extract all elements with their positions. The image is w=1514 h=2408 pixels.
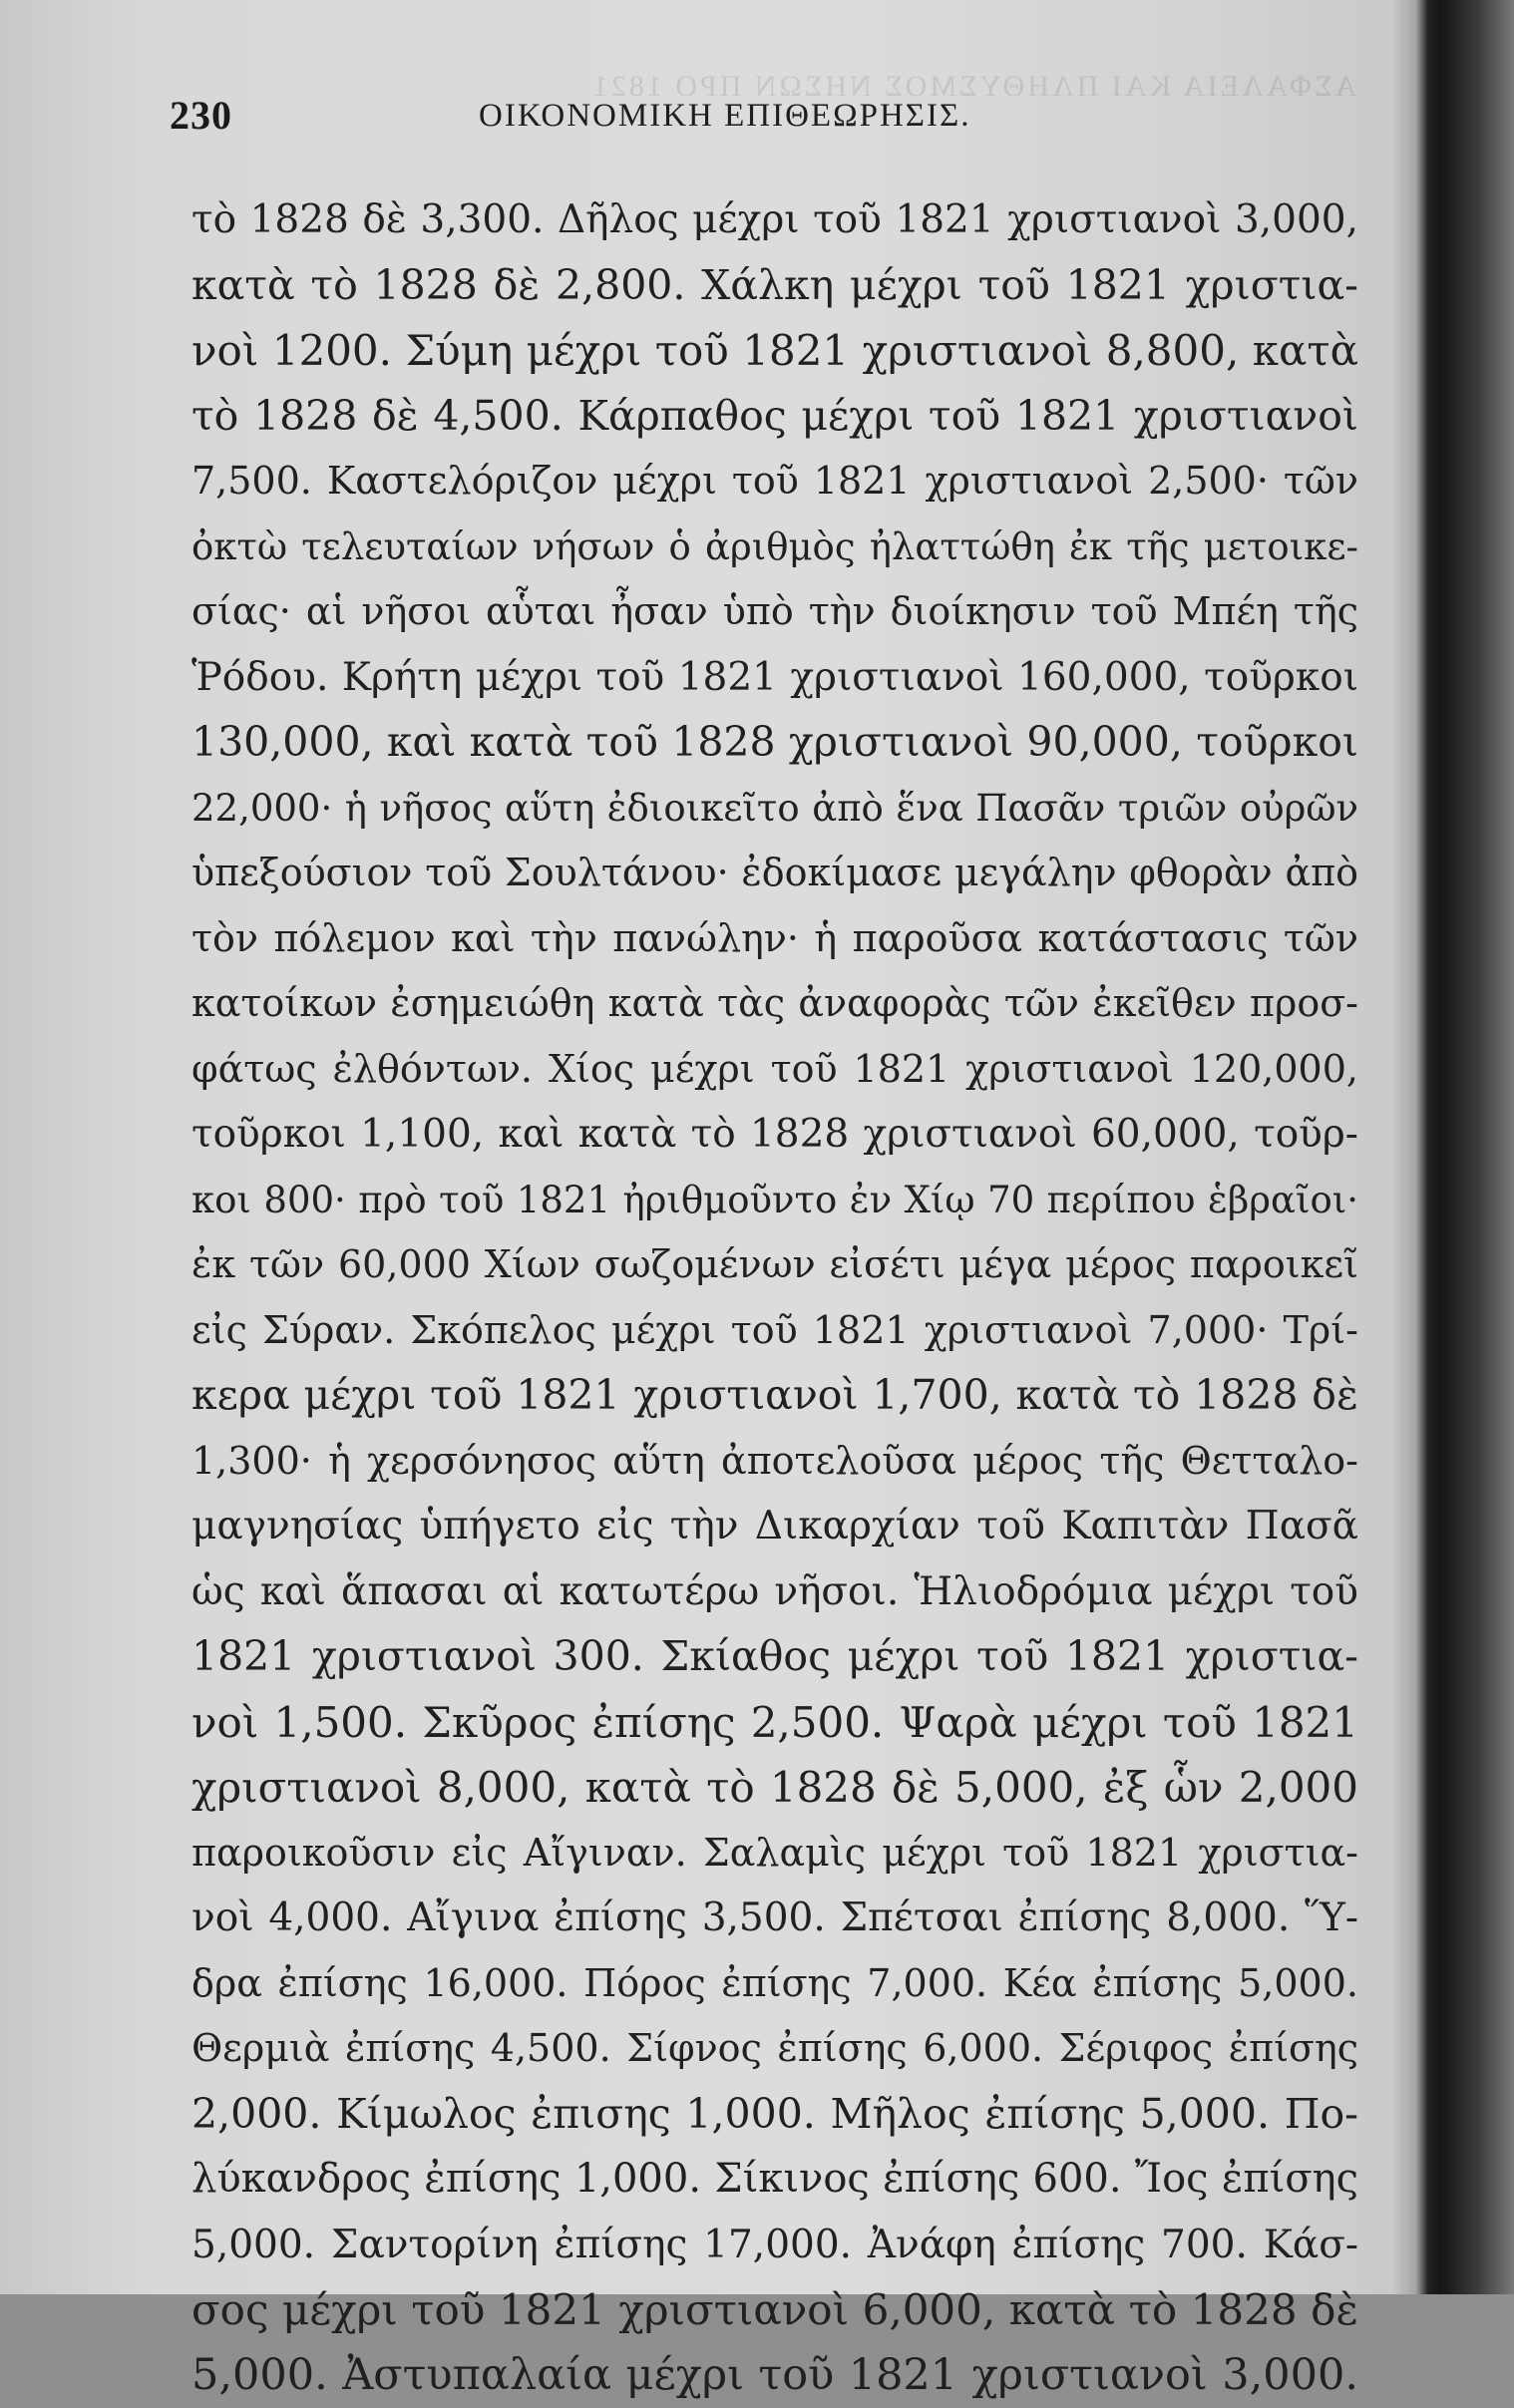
text-line: χριστιανοὶ 8,000, κατὰ τὸ 1828 δὲ 5,000, ἐξ ὧν 2,000 (191, 1755, 1358, 1821)
text-line: τοῦρκοι 1,100, καὶ κατὰ τὸ 1828 χριστιανοὶ 60,000, τοῦρ- (191, 1102, 1358, 1168)
text-line: κοι 800· πρὸ τοῦ 1821 ἠριθμοῦντο ἐν Χίῳ 70 περίπου ἑβραῖοι· (191, 1168, 1358, 1233)
text-line: Ῥόδου. Κρήτη μέχρι τοῦ 1821 χριστιανοὶ 160,000, τοῦρκοι (191, 645, 1358, 711)
text-line: 130,000, καὶ κατὰ τοῦ 1828 χριστιανοὶ 90,000, τοῦρκοι (191, 710, 1358, 776)
text-line: κατοίκων ἐσημειώθη κατὰ τὰς ἀναφορὰς τῶν ἐκεῖθεν προσ- (191, 971, 1358, 1037)
body-text (191, 187, 1358, 2408)
text-line: κατὰ τὸ 1828 δὲ 2,800. Χάλκη μέχρι τοῦ 1821 χριστια- (191, 253, 1358, 319)
text-line: παροικοῦσιν εἰς Αἴγιναν. Σαλαμὶς μέχρι τοῦ 1821 χριστια- (191, 1821, 1358, 1887)
text-line: 5,000. Ἀστυπαλαία μέχρι τοῦ 1821 χριστιανοὶ 3,000. (191, 2343, 1358, 2408)
text-line: ὀκτὼ τελευταίων νήσων ὁ ἀριθμὸς ἠλαττώθη ἐκ τῆς μετοικε- (191, 515, 1358, 580)
text-line: νοὶ 4,000. Αἴγινα ἐπίσης 3,500. Σπέτσαι ἐπίσης 8,000. Ὕ- (191, 1886, 1358, 1951)
page-number: 230 (170, 92, 232, 139)
text-line: εἰς Σύραν. Σκόπελος μέχρι τοῦ 1821 χριστιανοὶ 7,000· Τρί- (191, 1298, 1358, 1364)
text-line: μαγνησίας ὑπήγετο εἰς τὴν Δικαρχίαν τοῦ Καπιτὰν Πασᾶ (191, 1494, 1358, 1559)
text-line: 1821 χριστιανοὶ 300. Σκίαθος μέχρι τοῦ 1821 χριστια- (191, 1624, 1358, 1690)
bleed-through-text: ΑΣΦΑΛΕΙΑ ΚΑΙ ΠΛΗΘΥΣΜΟΣ ΝΗΣΩΝ ΠΡΟ 1821 (279, 70, 1356, 120)
text-line: δρα ἐπίσης 16,000. Πόρος ἐπίσης 7,000. Κέα ἐπίσης 5,000. (191, 1951, 1358, 2017)
text-line: νοὶ 1200. Σύμη μέχρι τοῦ 1821 χριστιανοὶ 8,800, κατὰ (191, 318, 1358, 384)
text-line: ὑπεξούσιον τοῦ Σουλτάνου· ἐδοκίμασε μεγάλην φθορὰν ἀπὸ (191, 841, 1358, 906)
text-line: νοὶ 1,500. Σκῦρος ἐπίσης 2,500. Ψαρὰ μέχρι τοῦ 1821 (191, 1690, 1358, 1756)
text-line: λύκανδρος ἐπίσης 1,000. Σίκινος ἐπίσης 600. Ἴος ἐπίσης (191, 2147, 1358, 2213)
text-line: φάτως ἐλθόντων. Χίος μέχρι τοῦ 1821 χριστιανοὶ 120,000, (191, 1037, 1358, 1103)
text-line: τὸ 1828 δὲ 4,500. Κάρπαθος μέχρι τοῦ 1821 χριστιανοὶ (191, 384, 1358, 450)
text-line: τὸ 1828 δὲ 3,300. Δῆλος μέχρι τοῦ 1821 χριστιανοὶ 3,000, (191, 187, 1358, 253)
text-line: 22,000· ἡ νῆσος αὕτη ἐδιοικεῖτο ἀπὸ ἕνα Πασᾶν τριῶν οὐρῶν (191, 776, 1358, 842)
running-title: ΟΙΚΟΝΟΜΙΚΗ ΕΠΙΘΕΩΡΗΣΙΣ. (479, 98, 970, 135)
text-line: ἐκ τῶν 60,000 Χίων σωζομένων εἰσέτι μέγα μέρος παροικεῖ (191, 1232, 1358, 1298)
text-line: τὸν πόλεμον καὶ τὴν πανώλην· ἡ παροῦσα κατάστασις τῶν (191, 906, 1358, 972)
text-line: Θερμιὰ ἐπίσης 4,500. Σίφνος ἐπίσης 6,000. Σέριφος ἐπίσης (191, 2016, 1358, 2082)
text-line: 1,300· ἡ χερσόνησος αὕτη ἀποτελοῦσα μέρος τῆς Θετταλο- (191, 1429, 1358, 1495)
text-line: 2,000. Κίμωλος ἐπισης 1,000. Μῆλος ἐπίσης 5,000. Πο- (191, 2082, 1358, 2148)
text-line: 7,500. Καστελόριζον μέχρι τοῦ 1821 χριστιανοὶ 2,500· τῶν (191, 449, 1358, 515)
text-line: σίας· αἱ νῆσοι αὗται ἦσαν ὑπὸ τὴν διοίκησιν τοῦ Μπέη τῆς (191, 579, 1358, 645)
text-line: ὡς καὶ ἅπασαι αἱ κατωτέρω νῆσοι. Ἡλιοδρόμια μέχρι τοῦ (191, 1559, 1358, 1625)
text-line: σος μέχρι τοῦ 1821 χριστιανοὶ 6,000, κατὰ τὸ 1828 δὲ (191, 2277, 1358, 2343)
page-header (170, 92, 1376, 142)
book-gutter (1391, 0, 1514, 2294)
text-line: κερα μέχρι τοῦ 1821 χριστιανοὶ 1,700, κατὰ τὸ 1828 δὲ (191, 1363, 1358, 1429)
text-line: 5,000. Σαντορίνη ἐπίσης 17,000. Ἀνάφη ἐπίσης 700. Κάσ- (191, 2213, 1358, 2278)
